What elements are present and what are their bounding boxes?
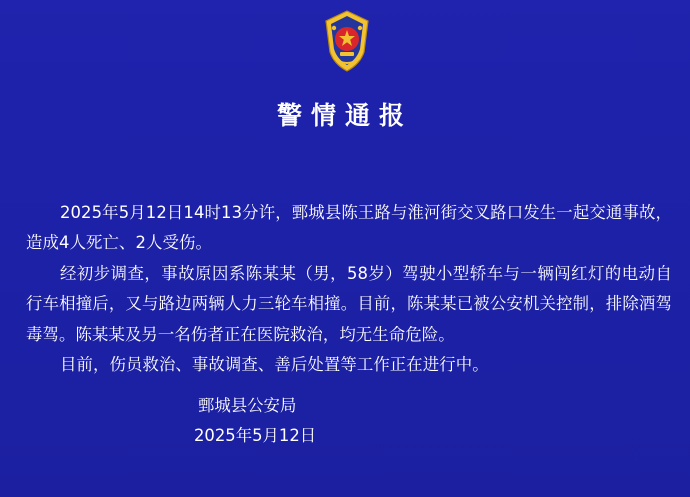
notice-title: 警情通报	[276, 101, 413, 130]
notice-signature	[194, 391, 494, 451]
issue-date: 2025年5月12日	[194, 426, 317, 445]
notice-paragraph-2: 经初步调查，事故原因系陈某某（男，58岁）驾驶小型轿车与一辆闯红灯的电动自行车相撞后，又与路边两辆人力三轮车相撞。目前，陈某某已被公安机关控制，排除酒驾毒驾。陈某某及另一名伤者正在医院救治，均无生命危险。	[26, 263, 672, 344]
notice-body	[26, 198, 672, 380]
notice-paragraph-3: 目前，伤员救治、事故调查、善后处置等工作正在进行中。	[60, 355, 489, 375]
notice-paragraph-1: 2025年5月12日14时13分许，鄄城县陈王路与淮河街交叉路口发生一起交通事故，造成4人死亡、2人受伤。	[26, 203, 672, 253]
police-emblem-icon	[322, 10, 372, 72]
issuer-name: 鄄城县公安局	[198, 396, 297, 415]
